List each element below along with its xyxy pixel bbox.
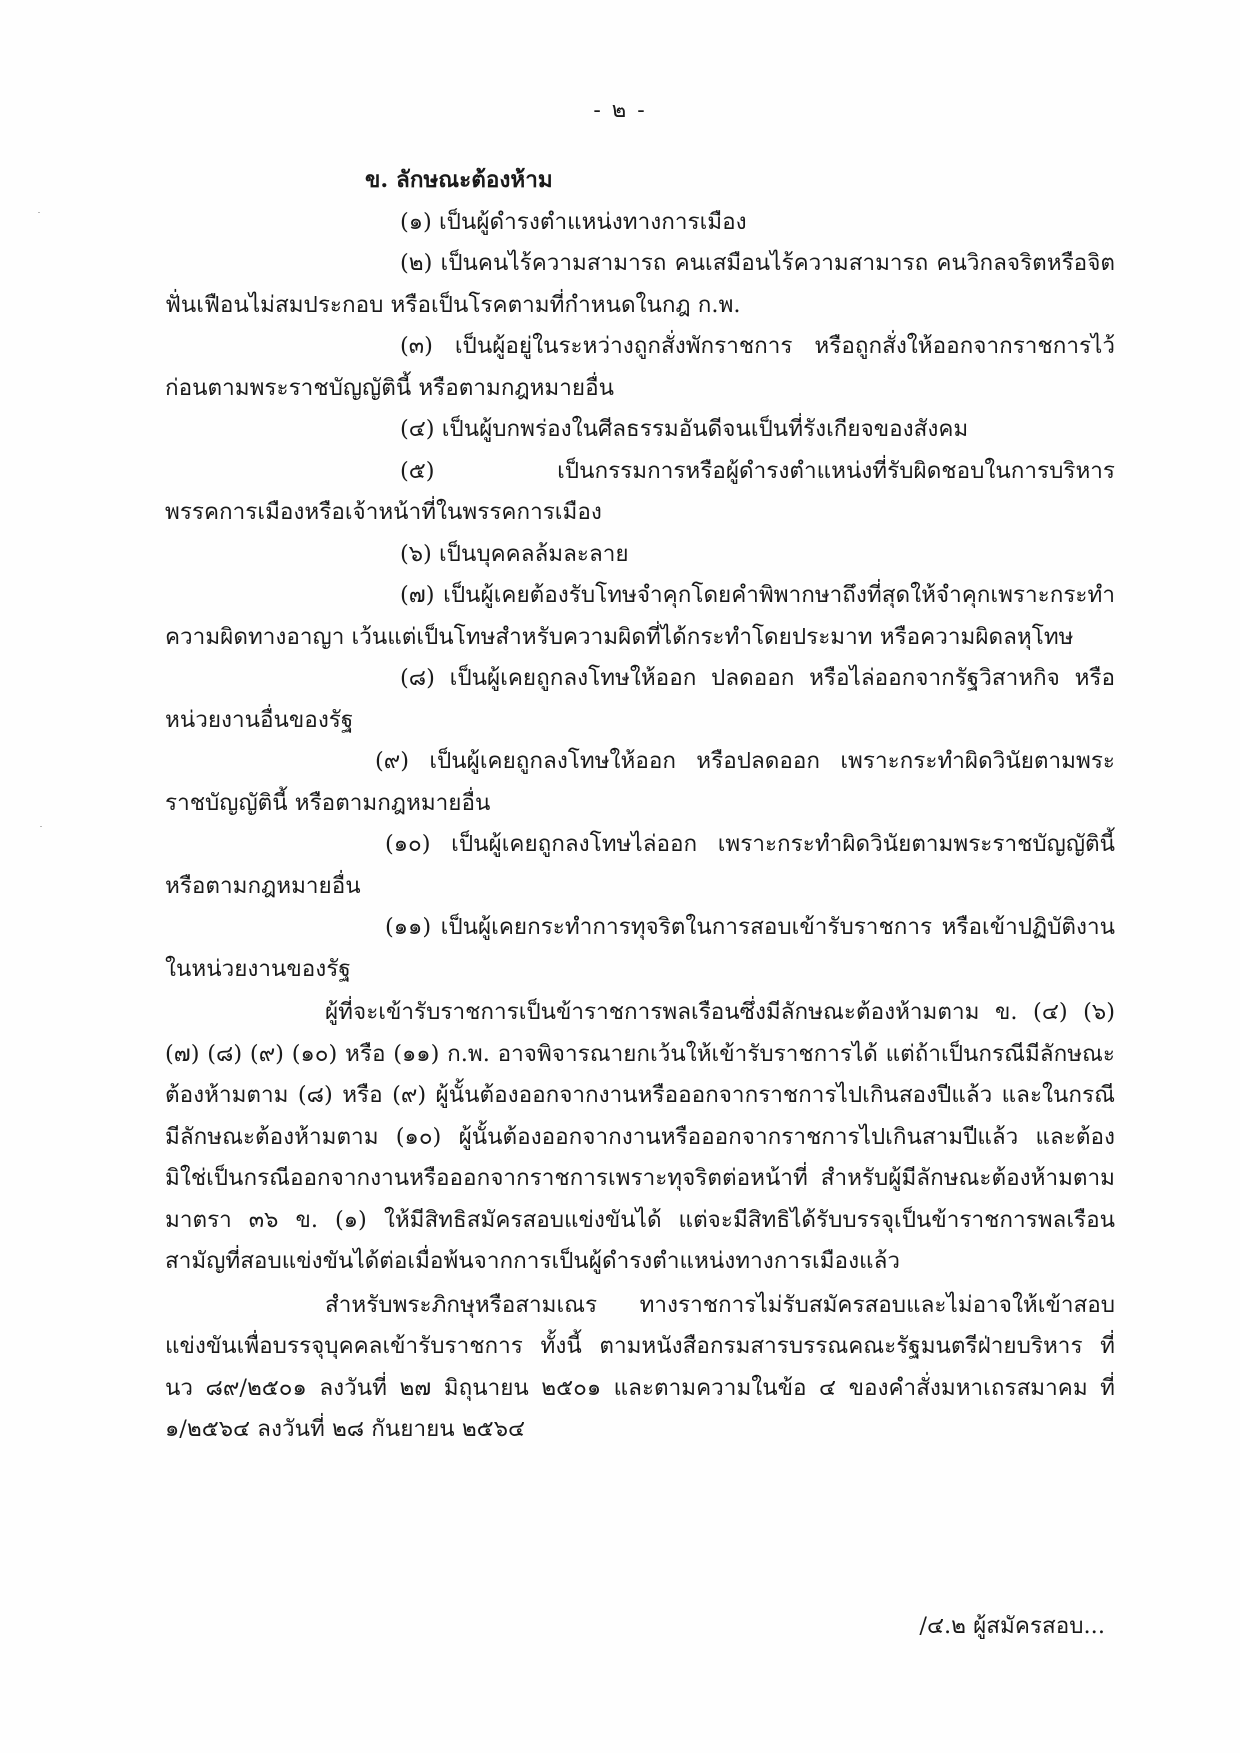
prohibition-item-5: (๕) เป็นกรรมการหรือผู้ดำรงตำแหน่งที่รับผิดชอบในการบริหารพรรคการเมืองหรือเจ้าหน้าที่ในพรรคการเมือง	[165, 457, 1115, 525]
prohibition-item-6: (๖) เป็นบุคคลล้มละลาย	[400, 540, 629, 567]
prohibition-item-3: (๓) เป็นผู้อยู่ในระหว่างถูกสั่งพักราชการ หรือถูกสั่งให้ออกจากราชการไว้ก่อนตามพระราชบัญญัตินี้ หรือตามกฎหมายอื่น	[165, 333, 1115, 401]
scan-speck	[38, 212, 40, 213]
page-number: - ๒ -	[593, 98, 647, 123]
exemption-paragraph: ผู้ที่จะเข้ารับราชการเป็นข้าราชการพลเรือนซึ่งมีลักษณะต้องห้ามตาม ข. (๔) (๖) (๗) (๘) (๙) (๑๐) หรือ (๑๑) ก.พ. อาจพิจารณายกเว้นให้เข้ารับราชการได้ แต่ถ้าเป็นกรณีมีลักษณะต้องห้ามตาม (๘) หรือ (๙) ผู้นั้นต้องออกจากงานหรือออกจากราชการไปเกินสองปีแล้ว และในกรณีมีลักษณะต้องห้ามตาม (๑๐) ผู้นั้นต้องออกจากงานหรือออกจากราชการไปเกินสามปีแล้ว และต้องมิใช่เป็นกรณีออกจากงานหรือออกจากราชการเพราะทุจริตต่อหน้าที่ สำหรับผู้มีลักษณะต้องห้ามตามมาตรา ๓๖ ข. (๑) ให้มีสิทธิสมัครสอบแข่งขันได้ แต่จะมีสิทธิได้รับบรรจุเป็นข้าราชการพลเรือนสามัญที่สอบแข่งขันได้ต่อเมื่อพ้นจากการเป็นผู้ดำรงตำแหน่งทางการเมืองแล้ว	[165, 999, 1115, 1274]
prohibition-item-2: (๒) เป็นคนไร้ความสามารถ คนเสมือนไร้ความสามารถ คนวิกลจริตหรือจิตฟั่นเฟือนไม่สมประกอบ หรือเป็นโรคตามที่กำหนดในกฎ ก.พ.	[165, 250, 1115, 318]
prohibition-item-11: (๑๑) เป็นผู้เคยกระทำการทุจริตในการสอบเข้ารับราชการ หรือเข้าปฏิบัติงานในหน่วยงานของรัฐ	[165, 914, 1115, 982]
prohibition-item-7: (๗) เป็นผู้เคยต้องรับโทษจำคุกโดยคำพิพากษาถึงที่สุดให้จำคุกเพราะกระทำความผิดทางอาญา เว้นแต่เป็นโทษสำหรับความผิดที่ได้กระทำโดยประมาท หรือความผิดลหุโทษ	[165, 582, 1115, 650]
prohibition-item-9: (๙) เป็นผู้เคยถูกลงโทษให้ออก หรือปลดออก เพราะกระทำผิดวินัยตามพระราชบัญญัตินี้ หรือตามกฎหมายอื่น	[165, 748, 1115, 816]
document-body	[165, 160, 1115, 1451]
prohibition-item-8: (๘) เป็นผู้เคยถูกลงโทษให้ออก ปลดออก หรือไล่ออกจากรัฐวิสาหกิจ หรือหน่วยงานอื่นของรัฐ	[165, 665, 1115, 733]
section-heading: ข. ลักษณะต้องห้าม	[365, 167, 553, 193]
prohibition-item-4: (๔) เป็นผู้บกพร่องในศีลธรรมอันดีจนเป็นที่รังเกียจของสังคม	[400, 416, 969, 442]
prohibition-item-1: (๑) เป็นผู้ดำรงตำแหน่งทางการเมือง	[400, 208, 747, 235]
prohibition-item-10: (๑๐) เป็นผู้เคยถูกลงโทษไล่ออก เพราะกระทำผิดวินัยตามพระราชบัญญัตินี้หรือตามกฎหมายอื่น	[165, 831, 1115, 899]
scan-speck	[40, 826, 42, 827]
monk-paragraph: สำหรับพระภิกษุหรือสามเณร ทางราชการไม่รับสมัครสอบและไม่อาจให้เข้าสอบแข่งขันเพื่อบรรจุบุคคลเข้ารับราชการ ทั้งนี้ ตามหนังสือกรมสารบรรณคณะรัฐมนตรีฝ่ายบริหาร ที่ นว ๘๙/๒๕๐๑ ลงวันที่ ๒๗ มิถุนายน ๒๕๐๑ และตามความในข้อ ๔ ของคำสั่งมหาเถรสมาคม ที่ ๑/๒๕๖๔ ลงวันที่ ๒๘ กันยายน ๒๕๖๔	[165, 1291, 1115, 1442]
continuation-note: /๔.๒ ผู้สมัครสอบ...	[919, 1613, 1105, 1639]
